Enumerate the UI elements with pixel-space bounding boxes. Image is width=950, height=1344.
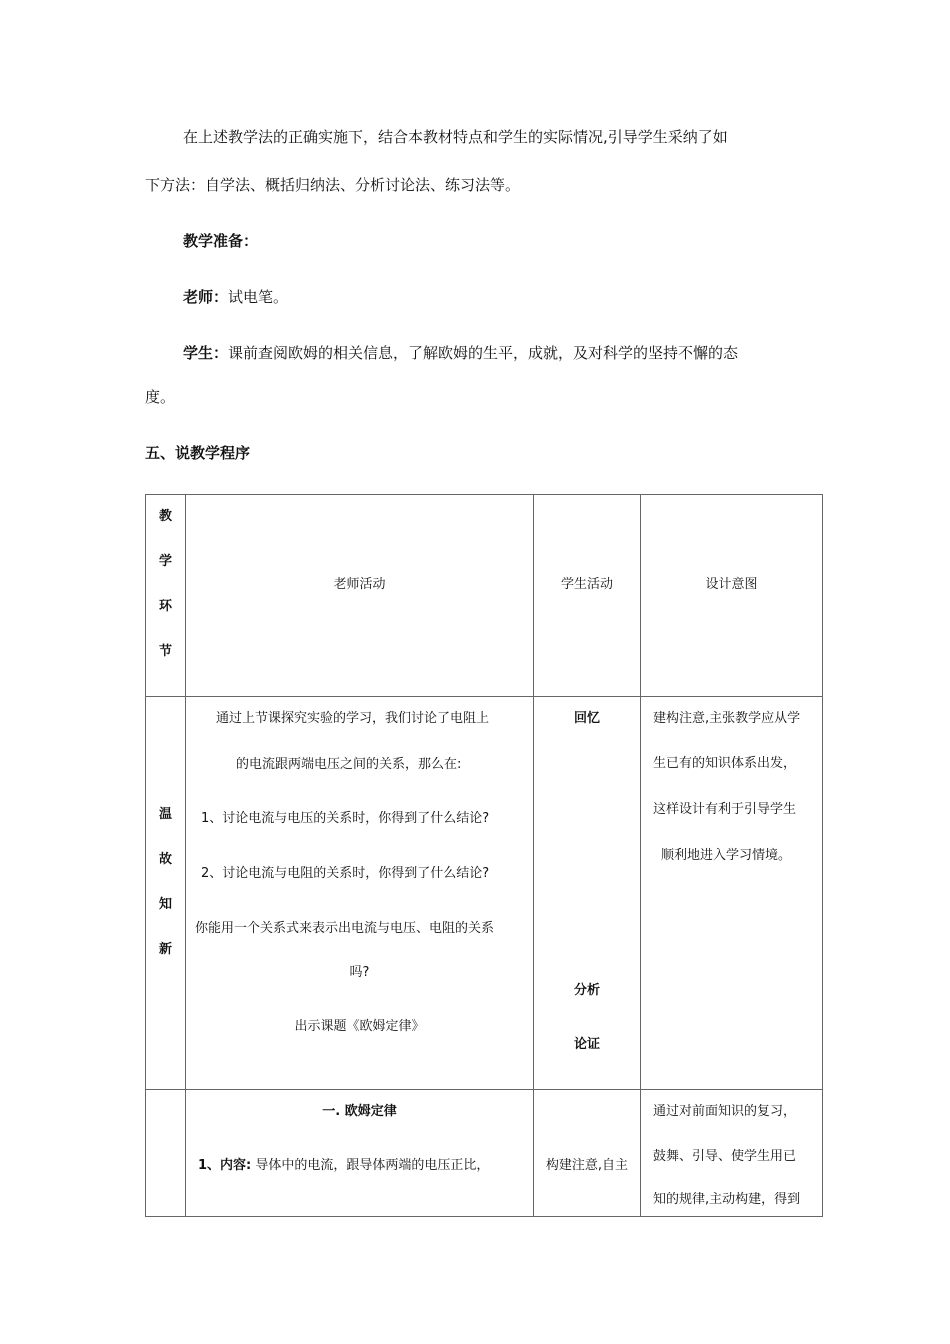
header-teacher-activity: 老师活动 bbox=[333, 577, 386, 592]
intro-line-2: 下方法：自学法、概括归纳法、分析讨论法、练习法等。 bbox=[145, 176, 521, 194]
table-row-ohms-law bbox=[146, 1090, 823, 1217]
row1-teacher-line: 出示课题《欧姆定律》 bbox=[294, 1019, 425, 1034]
prep-student-text: 课前查阅欧姆的相关信息，了解欧姆的生平，成就，及对科学的坚持不懈的态 bbox=[228, 344, 739, 362]
row1-intent-line: 顺利地进入学习情境。 bbox=[661, 848, 792, 863]
row1-intent-line: 生已有的知识体系出发， bbox=[653, 756, 797, 771]
prep-teacher bbox=[183, 286, 288, 307]
row2-intent-line: 知的规律,主动构建，得到 bbox=[653, 1192, 801, 1207]
row1-student-cell bbox=[534, 697, 641, 1090]
row1-student-recall: 回忆 bbox=[573, 711, 600, 726]
header-stage-cell bbox=[146, 495, 186, 697]
row1-teacher-line: 你能用一个关系式来表示出电流与电压、电阻的关系 bbox=[195, 921, 495, 936]
row2-intent-cell bbox=[641, 1090, 823, 1217]
header-stage-char: 教 bbox=[158, 509, 172, 524]
row1-teacher-cell bbox=[186, 697, 534, 1090]
row2-teacher-title: 一. 欧姆定律 bbox=[322, 1104, 397, 1119]
header-stage-char: 节 bbox=[158, 644, 172, 659]
row2-student-cell bbox=[534, 1090, 641, 1217]
header-student-cell bbox=[534, 495, 641, 697]
row2-intent-line: 鼓舞、引导、使学生用已 bbox=[653, 1149, 797, 1164]
row1-intent-cell bbox=[641, 697, 823, 1090]
row1-teacher-line: 的电流跟两端电压之间的关系，那么在: bbox=[236, 757, 462, 772]
row1-teacher-line: 吗? bbox=[349, 965, 370, 980]
row2-teacher-content bbox=[198, 1154, 489, 1173]
row2-content-text: 导体中的电流，跟导体两端的电压正比， bbox=[255, 1158, 490, 1173]
prep-heading: 教学准备： bbox=[183, 232, 259, 250]
header-stage-char: 环 bbox=[158, 599, 172, 614]
row2-teacher-cell bbox=[186, 1090, 534, 1217]
row1-stage-char: 新 bbox=[158, 942, 172, 957]
row2-student-line: 构建注意,自主 bbox=[545, 1158, 629, 1173]
teaching-program-table bbox=[145, 494, 823, 1217]
table-row-review bbox=[146, 697, 823, 1090]
header-design-intent: 设计意图 bbox=[705, 577, 758, 592]
row1-intent-line: 建构注意,主张教学应从学 bbox=[653, 711, 801, 726]
row1-stage-cell bbox=[146, 697, 186, 1090]
row1-teacher-line: 2、讨论电流与电阻的关系时，你得到了什么结论? bbox=[201, 866, 490, 881]
table-header-row bbox=[146, 495, 823, 697]
prep-teacher-text: 试电笔。 bbox=[228, 288, 289, 306]
section-five-heading: 五、说教学程序 bbox=[145, 444, 251, 462]
header-intent-cell bbox=[641, 495, 823, 697]
row1-stage-char: 知 bbox=[158, 897, 172, 912]
intro-line-1: 在上述教学法的正确实施下，结合本教材特点和学生的实际情况,引导学生采纳了如 bbox=[183, 128, 728, 146]
header-stage-char: 学 bbox=[158, 554, 172, 569]
row1-teacher-line: 通过上节课探究实验的学习，我们讨论了电阻上 bbox=[216, 711, 490, 726]
prep-teacher-label: 老师： bbox=[183, 288, 229, 306]
row1-student-argue: 论证 bbox=[573, 1037, 600, 1052]
row2-content-label: 1、内容: bbox=[198, 1158, 252, 1173]
prep-student-label: 学生： bbox=[183, 344, 229, 362]
row2-intent-line: 通过对前面知识的复习， bbox=[653, 1104, 797, 1119]
header-student-activity: 学生活动 bbox=[560, 577, 613, 592]
prep-student-line-1 bbox=[183, 342, 738, 363]
row2-stage-cell bbox=[146, 1090, 186, 1217]
row1-student-analyze: 分析 bbox=[573, 983, 600, 998]
row1-stage-char: 故 bbox=[158, 852, 172, 867]
header-teacher-cell bbox=[186, 495, 534, 697]
prep-student-line-2: 度。 bbox=[145, 388, 176, 406]
row1-teacher-line: 1、讨论电流与电压的关系时，你得到了什么结论? bbox=[201, 811, 490, 826]
row1-intent-line: 这样设计有利于引导学生 bbox=[653, 802, 797, 817]
row1-stage-char: 温 bbox=[158, 807, 172, 822]
